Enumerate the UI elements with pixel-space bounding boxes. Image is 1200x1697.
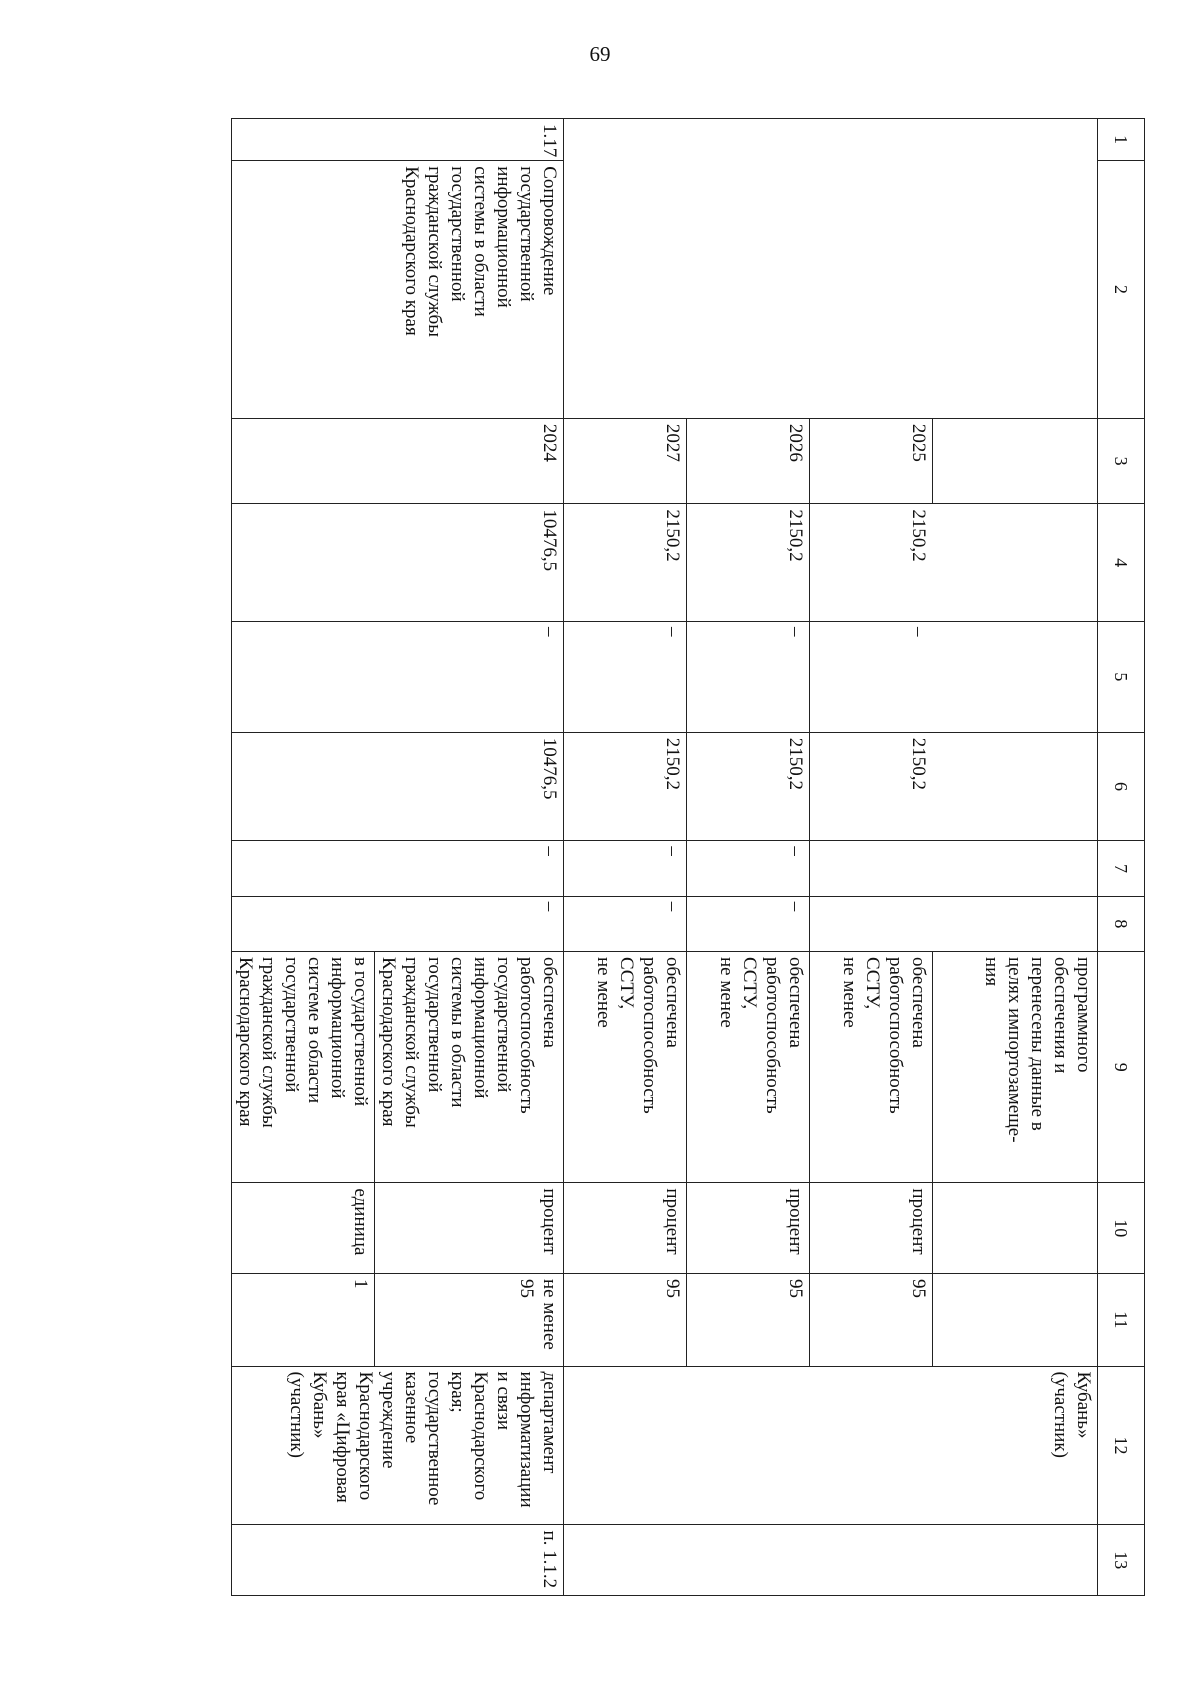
indicator-cell: обеспечена работоспособность государственной информационной системы в области государственной гражданской службы Краснодарского края xyxy=(375,952,564,1183)
value-cell: – xyxy=(687,841,810,896)
col-header: 5 xyxy=(1098,622,1145,733)
empty-cell xyxy=(933,1273,1098,1366)
target-value-cell: 1 xyxy=(232,1273,375,1366)
value-cell xyxy=(810,841,933,896)
year-cell: 2027 xyxy=(564,418,687,504)
col-header: 9 xyxy=(1098,952,1145,1183)
target-value-cell: 95 xyxy=(810,1273,933,1366)
unit-cell: процент xyxy=(687,1183,810,1274)
table-row xyxy=(933,119,1098,1596)
col-header: 12 xyxy=(1098,1366,1145,1525)
col-header: 13 xyxy=(1098,1525,1145,1596)
value-cell: – xyxy=(810,622,933,733)
item-number-cell: 1.17 xyxy=(232,119,564,161)
col-header: 8 xyxy=(1098,896,1145,951)
value-cell: – xyxy=(564,841,687,896)
col-header: 3 xyxy=(1098,418,1145,504)
indicator-cell: в государственной информационной системе в области государственной гражданской службы Краснодарского края xyxy=(232,952,375,1183)
item-name-cell: Сопровождение государственной информационной системы в области государственной гражданской службы Краснодарского края xyxy=(232,161,564,419)
empty-cell xyxy=(933,732,1098,841)
value-cell: – xyxy=(564,896,687,951)
empty-cell xyxy=(564,161,1098,419)
value-cell: – xyxy=(687,896,810,951)
col-header: 7 xyxy=(1098,841,1145,896)
col-header: 11 xyxy=(1098,1273,1145,1366)
value-cell: 10476,5 xyxy=(232,732,564,841)
value-cell: – xyxy=(232,841,564,896)
empty-cell xyxy=(933,896,1098,951)
value-cell: – xyxy=(232,896,564,951)
value-cell: – xyxy=(564,622,687,733)
empty-cell xyxy=(933,418,1098,504)
col-header: 1 xyxy=(1098,119,1145,161)
total-cell: 2150,2 xyxy=(687,504,810,622)
year-cell: 2024 xyxy=(232,418,564,504)
table-row xyxy=(375,119,564,1596)
col-header: 2 xyxy=(1098,161,1145,419)
target-value-cell: не менее 95 xyxy=(375,1273,564,1366)
indicator-cell: программного обеспечения и перенесены данные в целях импортозамеще- ния xyxy=(933,952,1098,1183)
empty-cell xyxy=(933,841,1098,896)
rotated-table-container xyxy=(170,118,1145,1596)
col-header: 10 xyxy=(1098,1183,1145,1274)
empty-cell xyxy=(564,1525,1098,1596)
total-cell: 2150,2 xyxy=(564,504,687,622)
indicator-cell: обеспечена работоспособность ССТУ, не менее xyxy=(810,952,933,1183)
target-value-cell: 95 xyxy=(564,1273,687,1366)
col-header: 4 xyxy=(1098,504,1145,622)
empty-cell xyxy=(933,622,1098,733)
unit-cell: процент xyxy=(810,1183,933,1274)
header-row xyxy=(1098,119,1145,1596)
value-cell: 2150,2 xyxy=(810,732,933,841)
value-cell: – xyxy=(232,622,564,733)
unit-cell: единица xyxy=(232,1183,375,1274)
program-measures-table xyxy=(231,118,1145,1596)
col-header: 6 xyxy=(1098,732,1145,841)
reference-cell: п. 1.1.2 xyxy=(232,1525,564,1596)
indicator-cell: обеспечена работоспособность ССТУ, не менее xyxy=(687,952,810,1183)
empty-cell xyxy=(933,1183,1098,1274)
year-cell: 2026 xyxy=(687,418,810,504)
empty-cell xyxy=(933,504,1098,622)
unit-cell: процент xyxy=(564,1183,687,1274)
value-cell xyxy=(810,896,933,951)
empty-cell xyxy=(564,119,1098,161)
value-cell: – xyxy=(687,622,810,733)
target-value-cell: 95 xyxy=(687,1273,810,1366)
executor-cell: Кубань» (участник) xyxy=(564,1366,1098,1525)
executor-cell: департамент информатизации и связи Краснодарского края; государственное казенное учреждение Краснодарского края «Цифровая Кубань» (участник) xyxy=(232,1366,564,1525)
year-cell: 2025 xyxy=(810,418,933,504)
value-cell: 2150,2 xyxy=(564,732,687,841)
total-cell: 2150,2 xyxy=(810,504,933,622)
indicator-cell: обеспечена работоспособность ССТУ, не менее xyxy=(564,952,687,1183)
value-cell: 2150,2 xyxy=(687,732,810,841)
page-number: 69 xyxy=(589,42,611,66)
unit-cell: процент xyxy=(375,1183,564,1274)
total-cell: 10476,5 xyxy=(232,504,564,622)
